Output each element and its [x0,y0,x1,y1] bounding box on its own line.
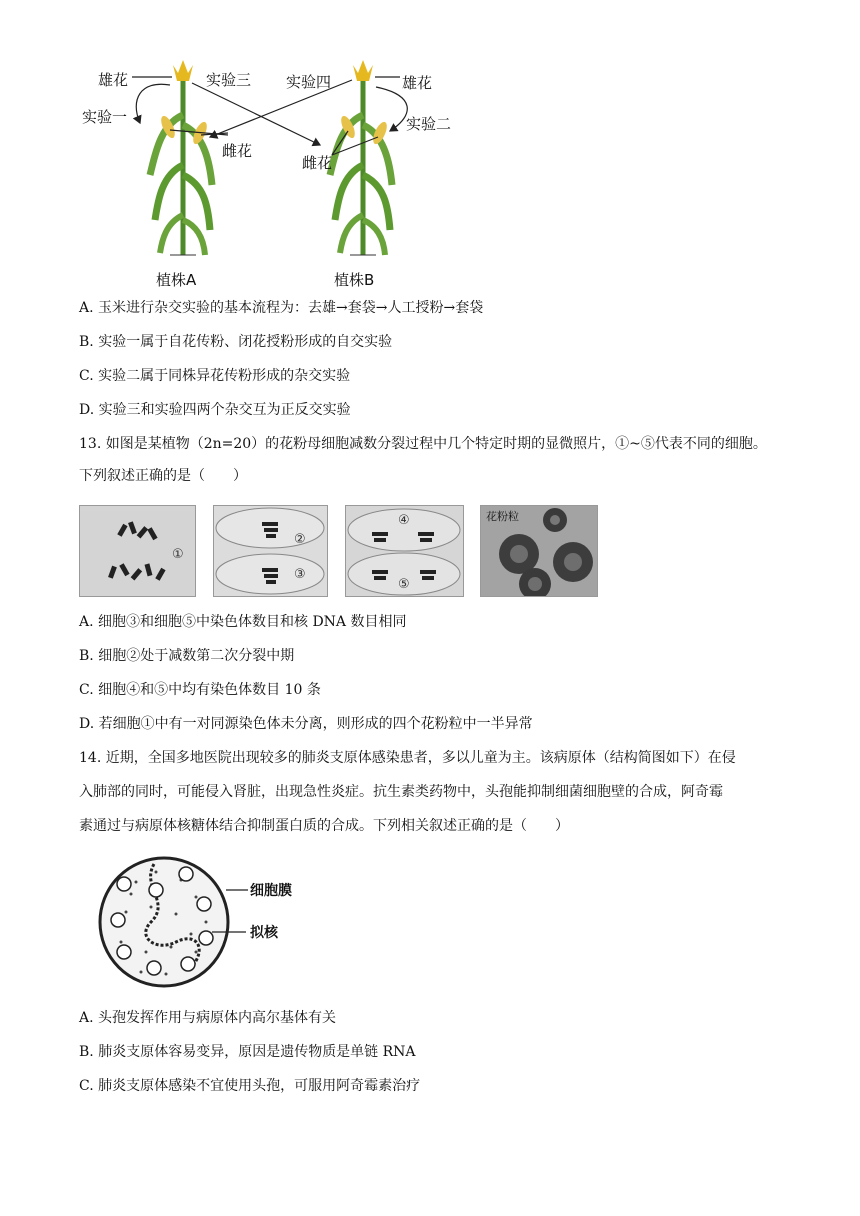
exp2-label: 实验二 [406,115,452,133]
q12-option-c: C. 实验二属于同株异花传粉形成的杂交实验 [79,368,351,384]
nucleoid-label: 拟核 [250,925,278,941]
membrane-label: 细胞膜 [250,883,292,899]
q12-option-d: D. 实验三和实验四两个杂交互为正反交实验 [79,402,351,418]
female-flower-label-right: 雌花 [302,154,333,172]
micrograph-pollen [480,505,598,597]
cell-2-label: ② [294,532,306,547]
female-flower-label-left: 雌花 [222,142,253,160]
pollen-label: 花粉粒 [486,510,519,523]
q13-option-d: D. 若细胞①中有一对同源染色体未分离，则形成的四个花粉粒中一半异常 [79,716,533,732]
q13-stem-line1: 13. 如图是某植物（2n=20）的花粉母细胞减数分裂过程中几个特定时期的显微照片，①~⑤代表不同的细胞。 [79,436,767,452]
micrograph-cells-2-3 [213,505,328,597]
mycoplasma-structure-figure [96,852,326,992]
q14-stem-line1: 14. 近期，全国多地医院出现较多的肺炎支原体感染患者，多以儿童为主。该病原体（结构简图如下）在侵 [79,750,736,766]
cell-1-label: ① [172,547,184,562]
micrograph-cell-1 [79,505,196,597]
q14-option-b: B. 肺炎支原体容易变异，原因是遗传物质是单链 RNA [79,1044,416,1060]
cell-5-label: ⑤ [398,577,410,592]
corn-hybridization-figure [70,55,480,295]
plant-b-drawing [330,60,392,255]
q12-option-b: B. 实验一属于自花传粉、闭花授粉形成的自交实验 [79,334,393,350]
cell-3-label: ③ [294,567,306,582]
q14-stem-line3: 素通过与病原体核糖体结合抑制蛋白质的合成。下列相关叙述正确的是（ ） [79,818,569,834]
figure-arrows [132,77,407,155]
micrograph-cells-4-5 [345,505,464,597]
plant-a-label: 植株A [156,271,197,289]
male-flower-label-right: 雄花 [402,74,433,92]
plant-b-label: 植株B [334,271,375,289]
plant-a-drawing [150,60,212,255]
exp4-label: 实验四 [286,73,332,91]
male-flower-label-left: 雄花 [98,71,129,89]
q13-option-b: B. 细胞②处于减数第二次分裂中期 [79,648,295,664]
q14-stem-line2: 入肺部的同时，可能侵入肾脏，出现急性炎症。抗生素类药物中，头孢能抑制细菌细胞壁的合成，阿奇霉 [79,784,723,800]
exp3-label: 实验三 [206,71,252,89]
q14-option-a: A. 头孢发挥作用与病原体内高尔基体有关 [79,1010,337,1026]
cell-4-label: ④ [398,513,410,528]
q13-option-a: A. 细胞③和细胞⑤中染色体数目和核 DNA 数目相同 [79,614,407,630]
q12-option-a: A. 玉米进行杂交实验的基本流程为：去雄→套袋→人工授粉→套袋 [79,300,484,316]
q14-option-c: C. 肺炎支原体感染不宜使用头孢，可服用阿奇霉素治疗 [79,1078,421,1094]
exp1-label: 实验一 [82,108,128,126]
q13-option-c: C. 细胞④和⑤中均有染色体数目 10 条 [79,682,321,698]
q13-stem-line2: 下列叙述正确的是（ ） [79,468,247,484]
